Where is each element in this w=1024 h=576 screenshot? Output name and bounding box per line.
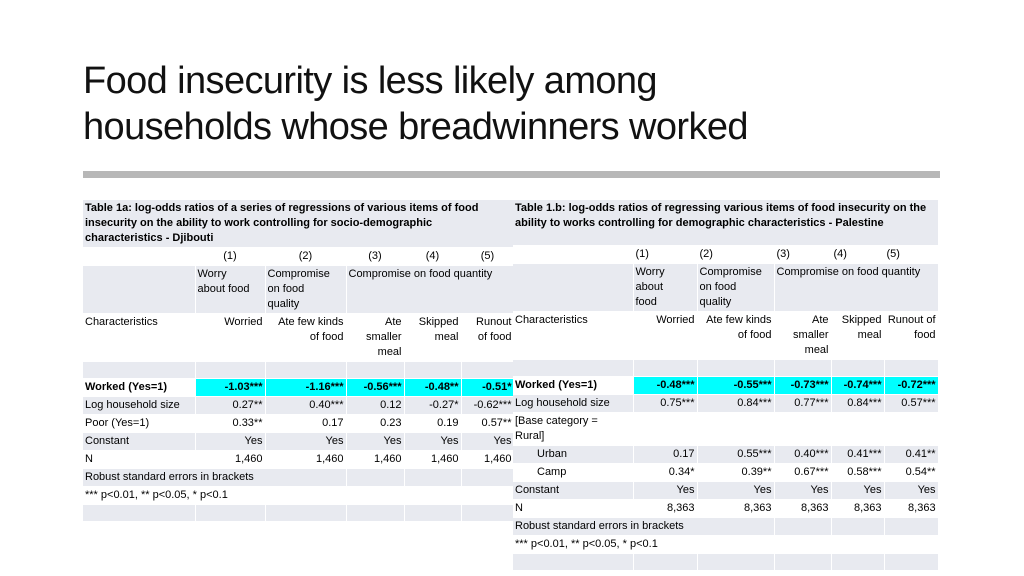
row-label: Log household size	[513, 395, 633, 413]
cell-value: Yes	[697, 482, 774, 500]
column-header-row	[513, 312, 938, 360]
title-divider	[83, 171, 940, 178]
note-row	[513, 518, 938, 536]
table-caption-row	[513, 200, 938, 246]
header-cell	[513, 264, 633, 312]
note-row	[83, 487, 514, 505]
cell-value: 0.54**	[884, 464, 938, 482]
highlighted-value: -1.03***	[195, 379, 265, 397]
highlighted-value: -0.48**	[404, 379, 461, 397]
col-num-2: (2)	[265, 248, 346, 266]
table-note: Robust standard errors in brackets	[83, 469, 346, 487]
cell-value: 0.17	[633, 446, 697, 464]
table-note: *** p<0.01, ** p<0.05, * p<0.1	[513, 536, 774, 554]
highlighted-value: -0.72***	[884, 377, 938, 395]
table-row	[513, 377, 938, 395]
highlighted-value: -1.16***	[265, 379, 346, 397]
header-runout-of-food: Runout of food	[884, 312, 938, 360]
cell-value: 8,363	[774, 500, 831, 518]
table-caption: Table 1a: log-odds ratios of a series of regressions of various items of food insecurity on the ability to work controlling for socio-demographic characteristics - Djibouti	[83, 200, 514, 248]
cell-value: 1,460	[461, 451, 514, 469]
cell-value: 0.41***	[831, 446, 884, 464]
cell-value: 1,460	[346, 451, 404, 469]
group-worry: Worry about food	[195, 266, 265, 314]
header-ate-smaller-meal: Ate smaller meal	[774, 312, 831, 360]
group-quality: Compromise on food quality	[697, 264, 774, 312]
header-cell	[83, 248, 195, 266]
cell-value: -0.62***	[461, 397, 514, 415]
slide-title-line-2: households whose breadwinners worked	[83, 106, 748, 148]
col-num-4: (4)	[831, 246, 884, 264]
table-caption: Table 1.b: log-odds ratios of regressing various items of food insecurity on the ability to works controlling for demographic characteristics - Palestine	[513, 200, 938, 246]
group-quantity: Compromise on food quantity	[774, 264, 938, 312]
table-row	[513, 413, 938, 446]
row-label: Poor (Yes=1)	[83, 415, 195, 433]
cell-value: 0.12	[346, 397, 404, 415]
table-palestine	[513, 200, 939, 571]
cell-value: -0.27*	[404, 397, 461, 415]
cell-value: Yes	[461, 433, 514, 451]
row-label: Worked (Yes=1)	[513, 377, 633, 395]
cell-value: 0.40***	[774, 446, 831, 464]
cell-value: 0.41**	[884, 446, 938, 464]
row-label: Camp	[513, 464, 633, 482]
spacer-row	[513, 554, 938, 571]
row-label: N	[513, 500, 633, 518]
table-note: Robust standard errors in brackets	[513, 518, 774, 536]
cell-value: 0.23	[346, 415, 404, 433]
header-worried: Worried	[633, 312, 697, 360]
header-ate-smaller-meal: Ate smaller meal	[346, 314, 404, 362]
group-worry: Worry about food	[633, 264, 697, 312]
col-num-1: (1)	[195, 248, 265, 266]
cell-value: 0.84***	[697, 395, 774, 413]
table-djibouti	[83, 200, 515, 522]
spacer-row	[83, 505, 514, 522]
col-num-3: (3)	[774, 246, 831, 264]
table-row	[83, 433, 514, 451]
column-number-row	[83, 248, 514, 266]
cell-value: 1,460	[404, 451, 461, 469]
cell-value: Yes	[831, 482, 884, 500]
cell-value: 0.67***	[774, 464, 831, 482]
header-skipped-meal: Skipped meal	[404, 314, 461, 362]
highlighted-value: -0.55***	[697, 377, 774, 395]
col-num-5: (5)	[461, 248, 514, 266]
cell-value: Yes	[195, 433, 265, 451]
highlighted-value: -0.73***	[774, 377, 831, 395]
table-row	[83, 379, 514, 397]
cell-value: 8,363	[697, 500, 774, 518]
header-worried: Worried	[195, 314, 265, 362]
highlighted-value: -0.48***	[633, 377, 697, 395]
row-label: Constant	[513, 482, 633, 500]
cell-value: 0.40***	[265, 397, 346, 415]
col-num-4: (4)	[404, 248, 461, 266]
row-label: Constant	[83, 433, 195, 451]
cell-value: 0.55***	[697, 446, 774, 464]
header-cell	[513, 246, 633, 264]
header-skipped-meal: Skipped meal	[831, 312, 884, 360]
row-label-base-category: [Base category = Rural]	[513, 413, 633, 446]
cell-value: 0.57***	[884, 395, 938, 413]
cell-value: 0.84***	[831, 395, 884, 413]
header-runout-of-food: Runout of food	[461, 314, 514, 362]
cell-value: 0.77***	[774, 395, 831, 413]
table-row	[513, 446, 938, 464]
col-num-1: (1)	[633, 246, 697, 264]
group-header-row	[513, 264, 938, 312]
table-row	[83, 451, 514, 469]
highlighted-value: -0.51*	[461, 379, 514, 397]
table-row	[83, 415, 514, 433]
table-row	[83, 397, 514, 415]
cell-value: 8,363	[831, 500, 884, 518]
note-row	[513, 536, 938, 554]
slide-title-line-1: Food insecurity is less likely among	[83, 60, 657, 102]
cell-value: Yes	[884, 482, 938, 500]
col-num-3: (3)	[346, 248, 404, 266]
cell-value: 0.75***	[633, 395, 697, 413]
table-caption-row	[83, 200, 514, 248]
cell-value: 0.39**	[697, 464, 774, 482]
row-label: N	[83, 451, 195, 469]
cell-value: 8,363	[633, 500, 697, 518]
characteristics-header: Characteristics	[513, 312, 633, 360]
cell-value: Yes	[633, 482, 697, 500]
column-number-row	[513, 246, 938, 264]
cell-value: Yes	[774, 482, 831, 500]
note-row	[83, 469, 514, 487]
table-row	[513, 482, 938, 500]
cell-value: 1,460	[265, 451, 346, 469]
header-ate-few-kinds: Ate few kinds of food	[265, 314, 346, 362]
group-quantity: Compromise on food quantity	[346, 266, 514, 314]
row-label: Worked (Yes=1)	[83, 379, 195, 397]
spacer-row	[83, 362, 514, 379]
table-row	[513, 500, 938, 518]
table-row	[513, 395, 938, 413]
row-label: Log household size	[83, 397, 195, 415]
cell-value: 0.33**	[195, 415, 265, 433]
row-label: Urban	[513, 446, 633, 464]
characteristics-header: Characteristics	[83, 314, 195, 362]
header-ate-few-kinds: Ate few kinds of food	[697, 312, 774, 360]
cell-value: 0.57**	[461, 415, 514, 433]
cell-value: 1,460	[195, 451, 265, 469]
cell-value: 8,363	[884, 500, 938, 518]
spacer-row	[513, 360, 938, 377]
cell-value: Yes	[265, 433, 346, 451]
col-num-5: (5)	[884, 246, 938, 264]
cell-value: 0.58***	[831, 464, 884, 482]
cell-value: 0.17	[265, 415, 346, 433]
slide-title	[83, 58, 963, 150]
header-cell	[83, 266, 195, 314]
group-quality: Compromise on food quality	[265, 266, 346, 314]
highlighted-value: -0.74***	[831, 377, 884, 395]
cell-value: 0.19	[404, 415, 461, 433]
group-header-row	[83, 266, 514, 314]
col-num-2: (2)	[697, 246, 774, 264]
cell-value: 0.34*	[633, 464, 697, 482]
cell-value: 0.27**	[195, 397, 265, 415]
cell-value: Yes	[346, 433, 404, 451]
highlighted-value: -0.56***	[346, 379, 404, 397]
column-header-row	[83, 314, 514, 362]
cell-value: Yes	[404, 433, 461, 451]
table-note: *** p<0.01, ** p<0.05, * p<0.1	[83, 487, 346, 505]
table-row	[513, 464, 938, 482]
